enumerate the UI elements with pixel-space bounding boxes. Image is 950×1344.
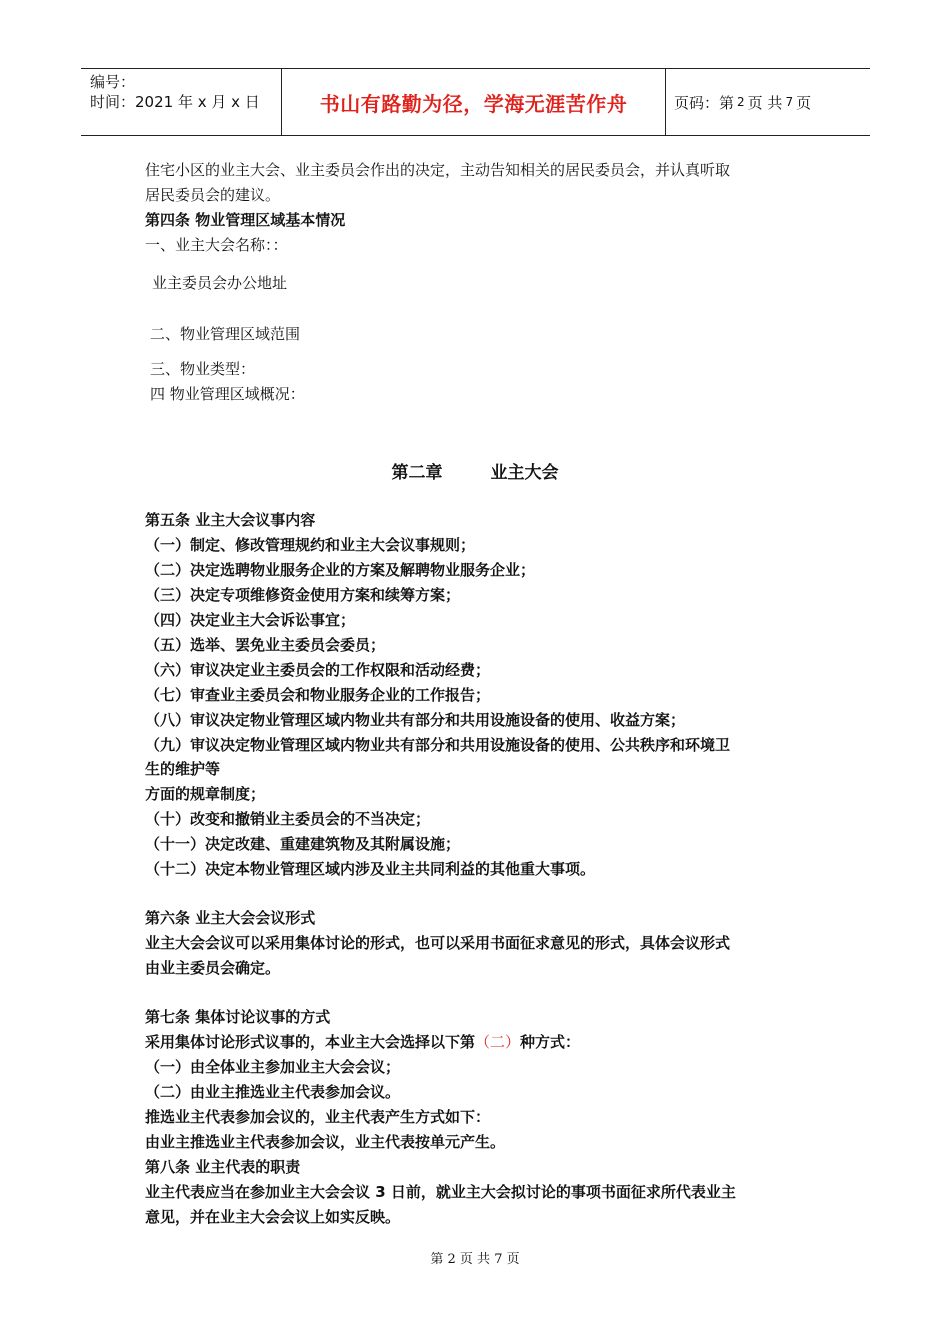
article4-title: 第四条 物业管理区域基本情况: [145, 211, 346, 229]
article7-item: 推选业主代表参加会议的，业主代表产生方式如下：: [145, 1108, 491, 1126]
header-meta: [81, 69, 281, 135]
document-time-label: 时间：2021 年 x 月 x 日: [90, 93, 260, 111]
article5-item: （九）审议决定物业管理区域内物业共有部分和共用设施设备的使用、公共秩序和环境卫: [145, 736, 731, 754]
article5-item: 生的维护等: [145, 760, 221, 778]
article4-item1-sub: 业主委员会办公地址: [152, 274, 288, 292]
article5-item: （二）决定选聘物业服务企业的方案及解聘物业服务企业；: [145, 561, 536, 579]
header-motto: 书山有路勤为径，学海无涯苦作舟: [281, 69, 666, 135]
document-number-label: 编号：: [90, 73, 136, 91]
article5-item: （四）决定业主大会诉讼事宜；: [145, 611, 356, 629]
article5-item: （六）审议决定业主委员会的工作权限和活动经费；: [145, 661, 491, 679]
page-current: 2: [737, 95, 745, 109]
page-total: 7: [785, 95, 794, 109]
article4-item1: 一、业主大会名称：：: [145, 236, 288, 254]
article4-item3: 三、物业类型：: [150, 360, 256, 378]
article4-item4: 四 物业管理区域概况：: [150, 385, 305, 403]
page-mid: 页 共: [747, 93, 783, 112]
chapter-number: 第二章: [391, 463, 443, 483]
page-prefix: 页码：第: [674, 93, 735, 112]
article8-line-2: 意见，并在业主大会会议上如实反映。: [145, 1208, 401, 1226]
article7-item: （二）由业主推选业主代表参加会议。: [145, 1083, 401, 1101]
chapter-name: 业主大会: [490, 463, 559, 483]
article7-item: （一）由全体业主参加业主大会会议；: [145, 1058, 401, 1076]
article6-line-1: 业主大会会议可以采用集体讨论的形式，也可以采用书面征求意见的形式，具体会议形式: [145, 934, 731, 952]
article5-item: （一）制定、修改管理规约和业主大会议事规则；: [145, 536, 476, 554]
chapter-heading: [0, 458, 950, 483]
article5-item: （五）选举、罢免业主委员会委员；: [145, 636, 386, 654]
header-page-info: [664, 69, 870, 135]
intro-line-2: 居民委员会的建议。: [145, 186, 281, 204]
article5-item: （十一）决定改建、重建建筑物及其附属设施；: [145, 835, 461, 853]
article7-intro: [145, 1032, 580, 1052]
article5-title: 第五条 业主大会议事内容: [145, 511, 316, 529]
article5-item: （十）改变和撤销业主委员会的不当决定；: [145, 810, 431, 828]
article7-title: 第七条 集体讨论议事的方式: [145, 1008, 331, 1026]
article5-item: 方面的规章制度；: [145, 785, 266, 803]
article6-title: 第六条 业主大会会议形式: [145, 909, 316, 927]
page-footer: 第 2 页 共 7 页: [430, 1252, 520, 1267]
article5-item: （三）决定专项维修资金使用方案和续筹方案；: [145, 586, 461, 604]
article5-item: （八）审议决定物业管理区域内物业共有部分和共用设施设备的使用、收益方案；: [145, 711, 686, 729]
article5-item: （七）审查业主委员会和物业服务企业的工作报告；: [145, 686, 491, 704]
article7-item: 由业主推选业主代表参加会议，业主代表按单元产生。: [145, 1133, 506, 1151]
article8-title: 第八条 业主代表的职责: [145, 1158, 301, 1176]
page-suffix: 页: [796, 93, 812, 112]
article7-choice: （二）: [475, 1033, 521, 1051]
intro-line-1: 住宅小区的业主大会、业主委员会作出的决定，主动告知相关的居民委员会，并认真听取: [145, 161, 731, 179]
page-header: [81, 68, 870, 136]
article8-line-1: 业主代表应当在参加业主大会会议 3 日前，就业主大会拟讨论的事项书面征求所代表业主: [145, 1183, 736, 1201]
article7-intro-pre: 采用集体讨论形式议事的，本业主大会选择以下第: [145, 1033, 476, 1051]
article4-item2: 二、物业管理区域范围: [150, 325, 301, 343]
article7-intro-post: 种方式：: [520, 1033, 581, 1051]
article5-item: （十二）决定本物业管理区域内涉及业主共同利益的其他重大事项。: [145, 860, 596, 878]
article6-line-2: 由业主委员会确定。: [145, 959, 281, 977]
